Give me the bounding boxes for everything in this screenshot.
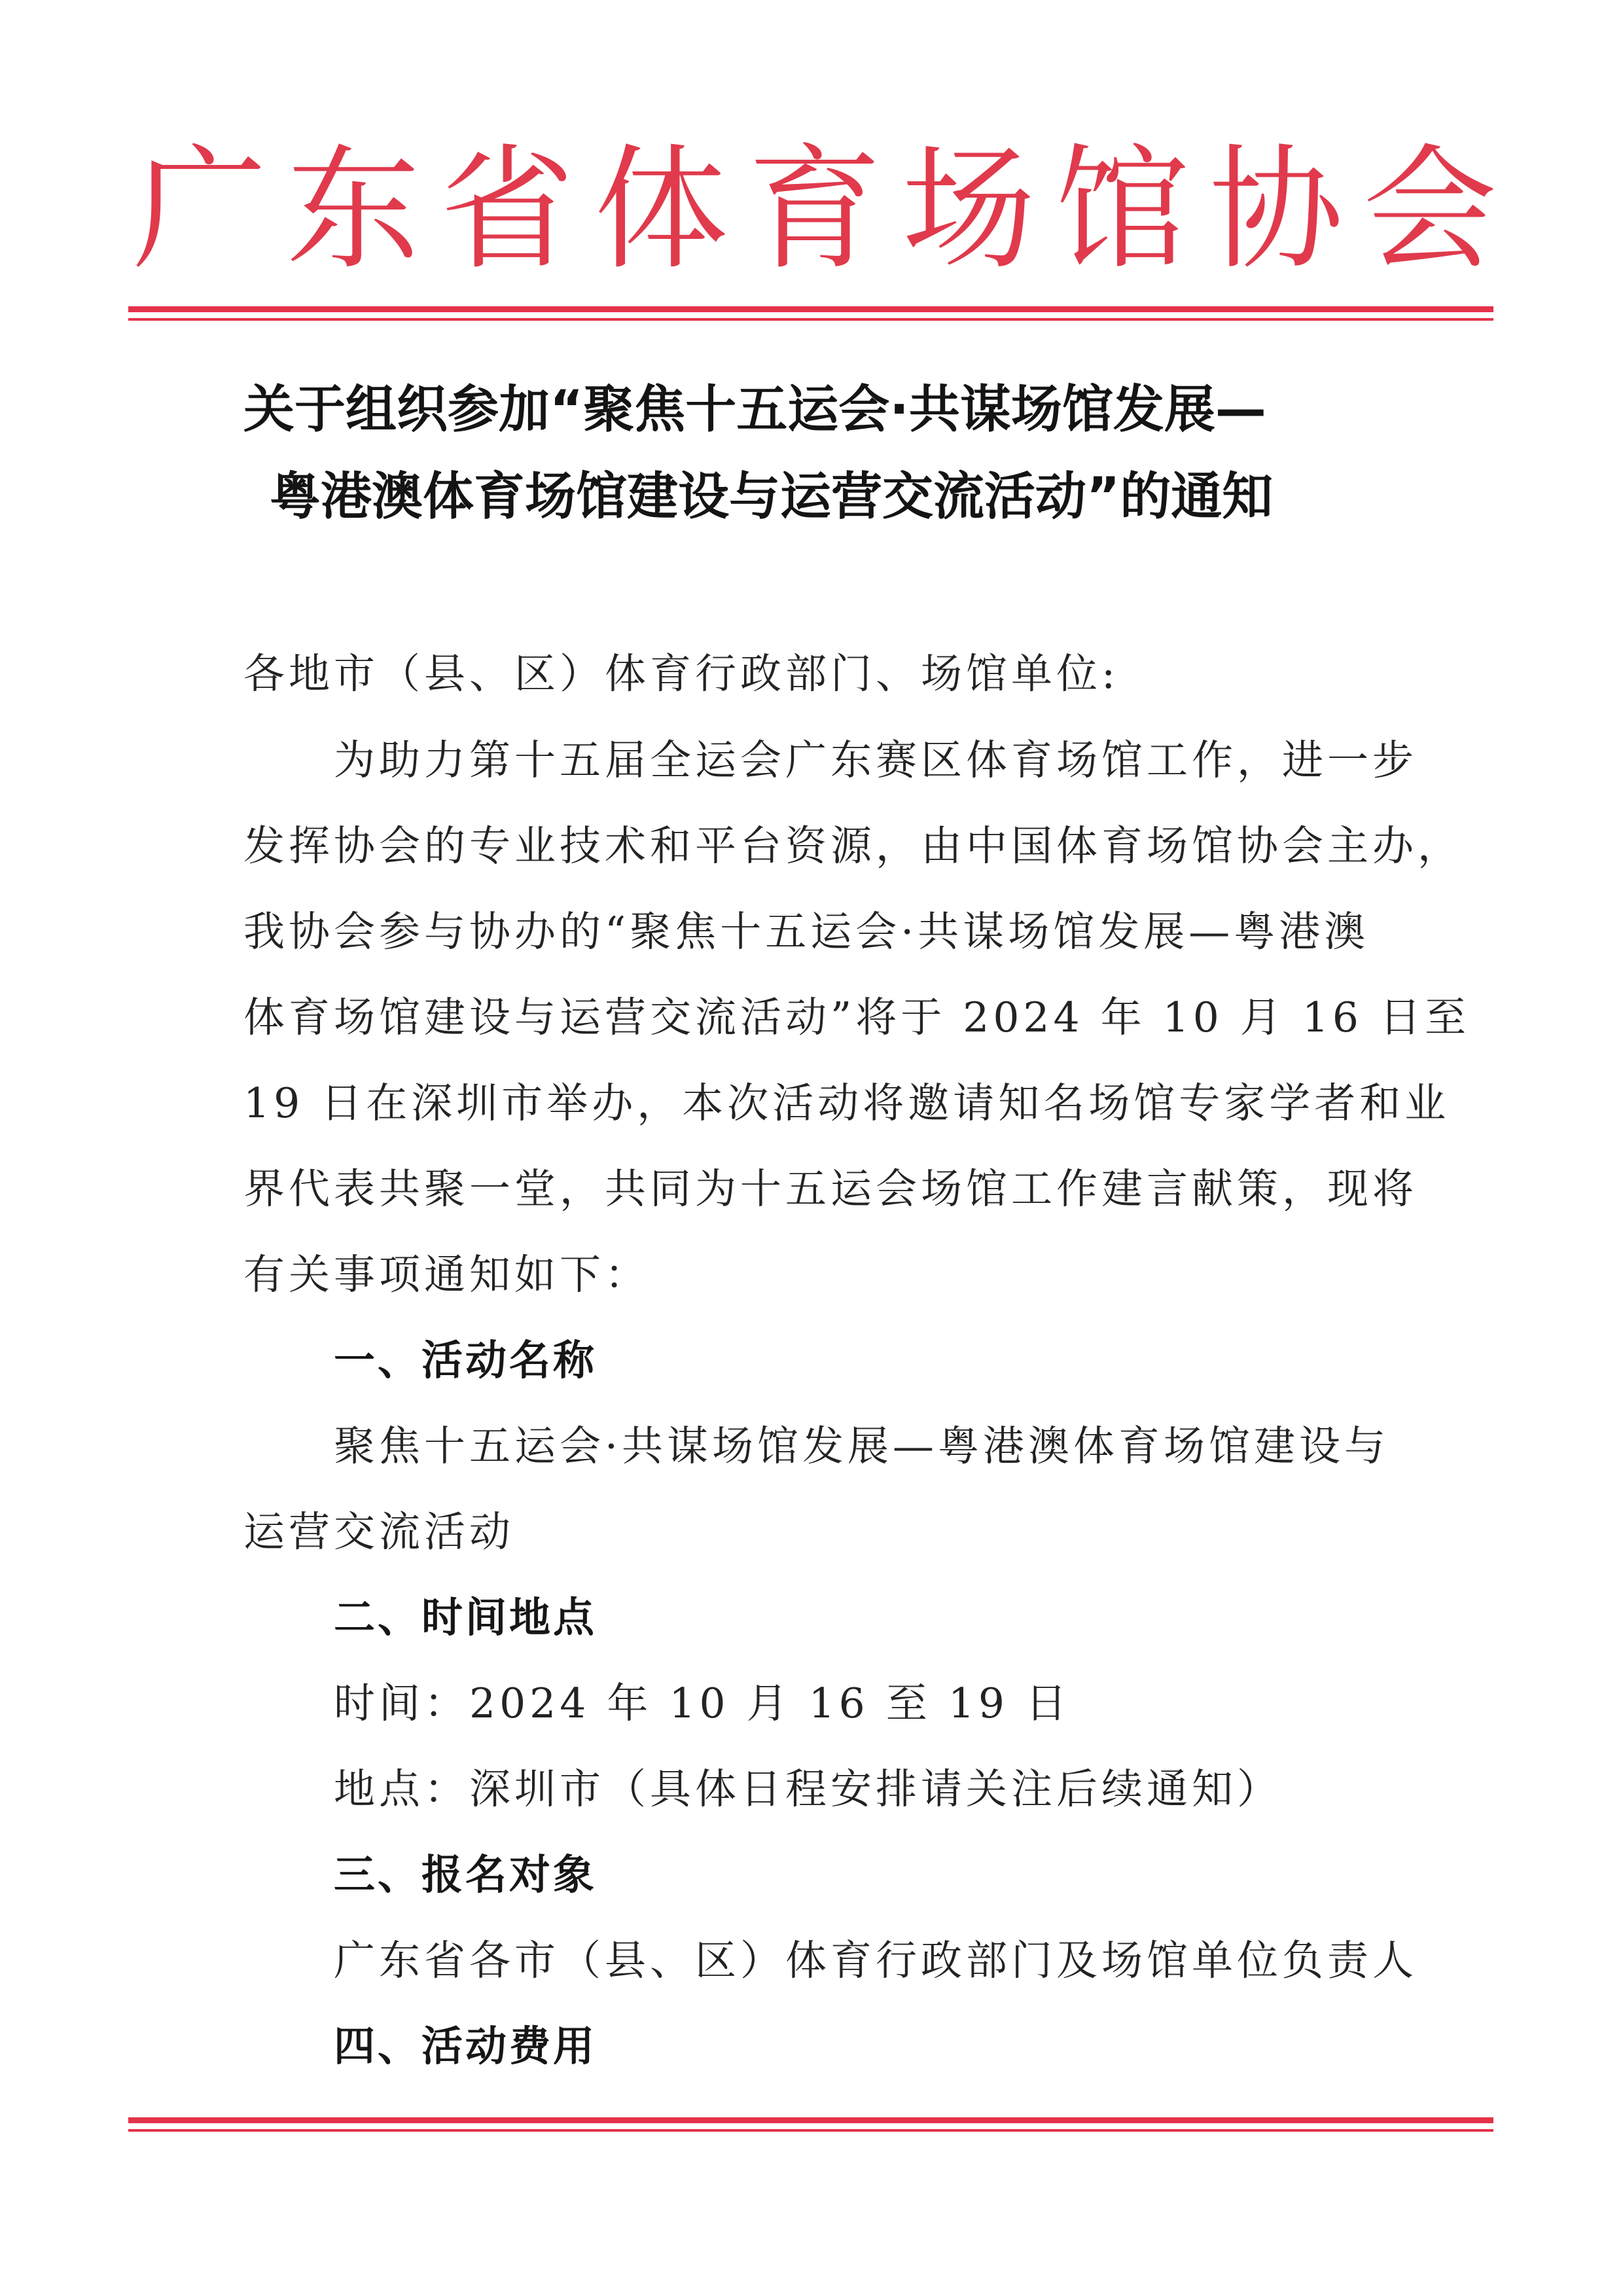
section-heading-time-place: 二、时间地点: [334, 1594, 597, 1641]
letterhead-char: 场: [901, 132, 1036, 288]
letterhead-char: 会: [1363, 132, 1497, 288]
footer-divider: [128, 2117, 1493, 2132]
event-time: 时间：2024 年 10 月 16 至 19 日: [334, 1679, 1071, 1727]
letterhead-title: [131, 128, 1499, 292]
audience-line: 广东省各市（县、区）体育行政部门及场馆单位负责人: [334, 1937, 1418, 1984]
event-name-line: 运营交流活动: [243, 1508, 514, 1556]
header-divider-thin: [128, 318, 1493, 321]
section-heading-fees: 四、活动费用: [334, 2022, 597, 2070]
document-title-line-1: 关于组织参加“聚焦十五运会·共谋场馆发展—: [243, 380, 1266, 439]
section-heading-event-name: 一、活动名称: [334, 1336, 597, 1384]
intro-line: 发挥协会的专业技术和平台资源，由中国体育场馆协会主办，: [243, 822, 1463, 870]
letterhead-char: 体: [594, 132, 728, 288]
event-name-line: 聚焦十五运会·共谋场馆发展—粤港澳体育场馆建设与: [334, 1422, 1390, 1470]
letterhead-char: 省: [440, 132, 575, 288]
intro-line: 有关事项通知如下：: [243, 1251, 650, 1299]
letterhead-char: 协: [1209, 132, 1344, 288]
footer-divider-thin: [128, 2129, 1493, 2132]
header-divider: [128, 306, 1493, 321]
salutation: 各地市（县、区）体育行政部门、场馆单位:: [243, 650, 1120, 698]
intro-line: 19 日在深圳市举办，本次活动将邀请知名场馆专家学者和业: [243, 1079, 1450, 1127]
intro-line: 体育场馆建设与运营交流活动”将于 2024 年 10 月 16 日至: [243, 994, 1471, 1041]
section-heading-audience: 三、报名对象: [334, 1851, 597, 1899]
intro-line: 界代表共聚一堂，共同为十五运会场馆工作建言献策，现将: [243, 1165, 1418, 1213]
letterhead-char: 馆: [1055, 132, 1190, 288]
header-divider-thick: [128, 306, 1493, 312]
intro-line: 我协会参与协办的“聚焦十五运会·共谋场馆发展—粤港澳: [243, 908, 1370, 956]
document-title-line-2: 粤港澳体育场馆建设与运营交流活动”的通知: [270, 467, 1274, 526]
letterhead-char: 广: [132, 132, 267, 288]
letterhead-char: 育: [747, 132, 882, 288]
footer-divider-thick: [128, 2117, 1493, 2123]
intro-line: 为助力第十五届全运会广东赛区体育场馆工作，进一步: [334, 736, 1418, 784]
event-place: 地点：深圳市（具体日程安排请关注后续通知）: [334, 1765, 1282, 1813]
letterhead-char: 东: [286, 132, 421, 288]
